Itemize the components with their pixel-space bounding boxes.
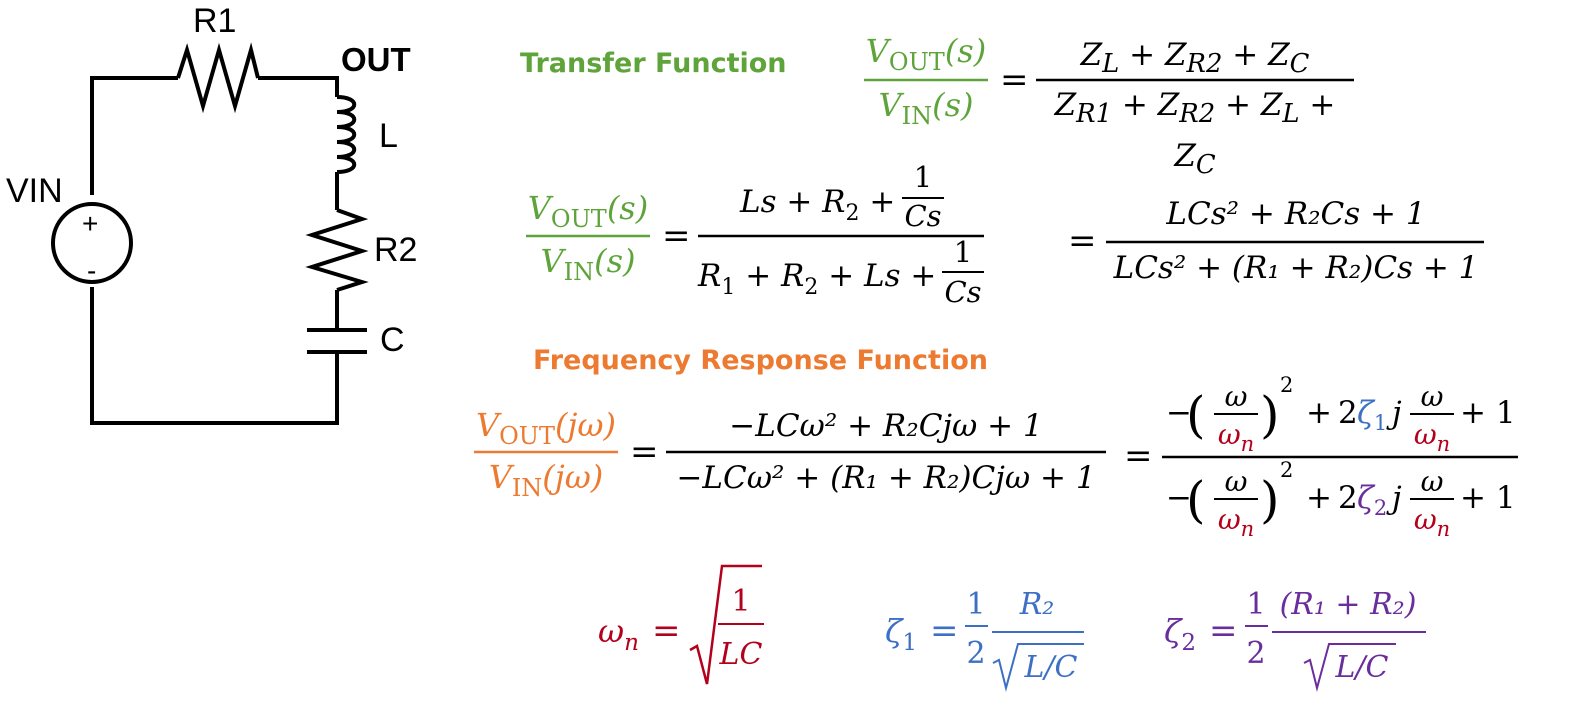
- tf2-den-cs: Cs: [944, 275, 982, 309]
- z1-half-two: 2: [966, 636, 986, 671]
- label-plus: +: [82, 208, 99, 239]
- resistor-r2: [312, 210, 362, 290]
- tf2-lhs-den: [541, 242, 636, 286]
- fr-nn-j: j: [1392, 395, 1402, 431]
- fr-norm-num: [1166, 373, 1516, 456]
- tf1-rhs-den: $Z_{R1} + Z_{R2} + Z_L + Z_C$: [1054, 87, 1336, 181]
- fr-equals-2: =: [1124, 436, 1153, 476]
- tf2-simpl-den: LCs² + (R₁ + R₂)Cs + 1: [1113, 250, 1479, 286]
- tf2-den-sub1: 1: [721, 275, 736, 300]
- fr-nd-wn: [1218, 503, 1254, 541]
- fr-nd-plus-one: + 1: [1460, 480, 1516, 516]
- fr-lhs-num: [476, 406, 616, 450]
- z1-half-one: 1: [966, 587, 986, 622]
- heading-transfer-function: Transfer Function: [520, 48, 787, 79]
- fr-nd-wn2: [1414, 503, 1450, 541]
- tf2-simpl-num: LCs² + R₂Cs + 1: [1166, 196, 1426, 232]
- wn-equals: =: [652, 611, 681, 651]
- z1-lhs-sym: ζ: [885, 612, 903, 650]
- tf1-lhs-num: [866, 32, 986, 76]
- tf2-v-den: V: [540, 242, 564, 280]
- tf1-rhs-num-box: [1036, 34, 1354, 78]
- z1-lc: L/C: [1024, 650, 1078, 685]
- fr-nd-minus: −: [1166, 480, 1192, 516]
- fr-in: IN: [511, 474, 543, 502]
- fr-nn-wn2-w: ω: [1413, 418, 1437, 451]
- fr-lhs-den: [489, 458, 604, 502]
- z2-lhs-sub: 2: [1181, 630, 1196, 656]
- fr-nd-two: 2: [1338, 480, 1358, 516]
- z2-equals: =: [1209, 611, 1238, 651]
- wire-top-left: [92, 78, 178, 195]
- z2-half-two: 2: [1246, 636, 1266, 671]
- z1-equals: =: [930, 611, 959, 651]
- fr-num: −LCω² + R₂Cjω + 1: [729, 408, 1043, 444]
- eq-omega-n: [598, 566, 764, 684]
- tf2-den-one: 1: [953, 235, 973, 269]
- fr-nd-wn-n: n: [1240, 517, 1255, 541]
- eq-frequency-response: [474, 373, 1518, 541]
- inductor-l: [337, 97, 354, 172]
- fr-nn-lparen: (: [1186, 386, 1206, 444]
- wn-lhs: [598, 612, 639, 656]
- fr-nd-w2: ω: [1420, 465, 1444, 498]
- tf2-num-main: [739, 184, 905, 226]
- label-minus: -: [87, 255, 97, 286]
- tf1-rhs-den-box: [1036, 84, 1354, 181]
- eq-zeta-1: [885, 587, 1084, 688]
- fr-nd-sq: 2: [1280, 458, 1294, 482]
- tf2-num-cs: Cs: [904, 199, 942, 233]
- fr-nd-w: ω: [1224, 465, 1248, 498]
- tf2-arg-den: (s): [594, 242, 636, 280]
- tf2-equals-2: =: [1068, 221, 1097, 261]
- tf1-rhs-num: $Z_L + Z_{R2} + Z_C$: [1080, 37, 1310, 80]
- fr-nn-w2: ω: [1420, 380, 1444, 413]
- heading-frequency-response: Frequency Response Function: [533, 345, 988, 376]
- tf2-v: V: [527, 189, 551, 227]
- label-c: C: [380, 321, 405, 359]
- eq-zeta-2: [1164, 587, 1426, 688]
- circuit: [53, 50, 367, 423]
- fr-nd-zeta-sub: 2: [1373, 496, 1388, 520]
- tf2-den-mid: + Ls +: [818, 258, 947, 294]
- wn-one: 1: [731, 584, 751, 619]
- fr-nd-wn2-w: ω: [1413, 503, 1437, 536]
- tf2-num-plus: +: [859, 184, 906, 220]
- tf2-arg: (s): [606, 189, 649, 227]
- fr-nn-wn-n: n: [1240, 432, 1255, 456]
- fr-nd-lparen: (: [1186, 471, 1206, 529]
- wn-lhs-w: ω: [598, 612, 625, 650]
- wn-lc: LC: [719, 637, 763, 672]
- fr-nn-minus: −: [1166, 395, 1192, 431]
- z1-lhs-sub: 1: [902, 630, 917, 656]
- label-out: OUT: [341, 41, 411, 78]
- tf1-arg-den: (s): [932, 86, 974, 124]
- z2-half-one: 1: [1246, 587, 1266, 622]
- label-r2: R2: [374, 231, 418, 269]
- fr-nn-zeta-sub: 1: [1373, 411, 1388, 435]
- tf1-arg: (s): [944, 32, 987, 70]
- fr-out: OUT: [499, 422, 556, 450]
- tf2-den-sub2: 2: [804, 275, 819, 300]
- fr-nn-wn2-n: n: [1436, 432, 1451, 456]
- wn-lhs-n: n: [624, 630, 639, 656]
- z2-lhs-sym: ζ: [1164, 612, 1182, 650]
- fr-nd-wn-w: ω: [1217, 503, 1241, 536]
- fr-nd-wn2-n: n: [1436, 517, 1451, 541]
- fr-v: V: [475, 406, 500, 444]
- tf1-out: OUT: [888, 48, 945, 76]
- tf1-lhs-den: [879, 86, 974, 130]
- fr-nn-zeta-sym: ζ: [1357, 395, 1374, 431]
- fr-nn-wn2: [1414, 418, 1450, 456]
- tf2-num-sub2: 2: [845, 201, 860, 226]
- label-l: L: [379, 117, 398, 155]
- label-r1: R1: [193, 2, 237, 40]
- tf2-num-one: 1: [913, 160, 933, 194]
- fr-norm-den: [1166, 458, 1516, 541]
- fr-nd-plus: +: [1306, 480, 1332, 516]
- label-vin: VIN: [6, 172, 63, 210]
- tf1-v: V: [865, 32, 889, 70]
- tf2-equals: =: [662, 216, 691, 256]
- eq-transfer-z: [864, 32, 1354, 181]
- tf2-out: OUT: [550, 205, 607, 233]
- fr-equals-1: =: [630, 432, 659, 472]
- tf2-lhs-num: [528, 189, 648, 233]
- z2-lc: L/C: [1335, 650, 1389, 685]
- fr-nn-sq: 2: [1280, 373, 1294, 397]
- fr-nn-plus: +: [1306, 395, 1332, 431]
- fr-nn-plus-one: + 1: [1460, 395, 1516, 431]
- fr-arg-den: (jω): [542, 458, 604, 496]
- fr-nd-zeta: [1357, 480, 1387, 520]
- z2-r1r2: (R₁ + R₂): [1279, 587, 1417, 622]
- fr-nn-zeta: [1357, 395, 1387, 435]
- tf1-in: IN: [901, 102, 933, 130]
- z1-lhs: [885, 612, 917, 656]
- z1-r2: R₂: [1019, 587, 1055, 622]
- fr-nn-rparen: ): [1260, 386, 1280, 444]
- tf2-den-r2: R: [781, 258, 805, 294]
- tf2-num-lead: Ls + R: [740, 184, 846, 220]
- tf1-equals: =: [1000, 60, 1029, 100]
- tf2-in: IN: [563, 258, 595, 286]
- fr-arg: (jω): [555, 406, 617, 444]
- fr-nn-wn: [1218, 418, 1254, 456]
- fr-nd-zeta-sym: ζ: [1357, 480, 1374, 516]
- fr-nd-rparen: ): [1260, 471, 1280, 529]
- fr-nd-j: j: [1392, 480, 1402, 516]
- fr-nn-w: ω: [1224, 380, 1248, 413]
- wire-bottom: [92, 287, 337, 423]
- tf2-den-r1: R: [698, 258, 722, 294]
- tf1-v-den: V: [878, 86, 902, 124]
- fr-den: −LCω² + (R₁ + R₂)Cjω + 1: [676, 460, 1096, 496]
- tf2-den-plus1: +: [735, 258, 782, 294]
- wire-top-right: [258, 78, 337, 97]
- fr-nn-two: 2: [1338, 395, 1358, 431]
- fr-v-den: V: [488, 458, 512, 496]
- resistor-r1: [178, 50, 258, 106]
- tf2-den-main: [697, 258, 946, 300]
- fr-nn-wn-w: ω: [1217, 418, 1241, 451]
- z2-lhs: [1164, 612, 1196, 656]
